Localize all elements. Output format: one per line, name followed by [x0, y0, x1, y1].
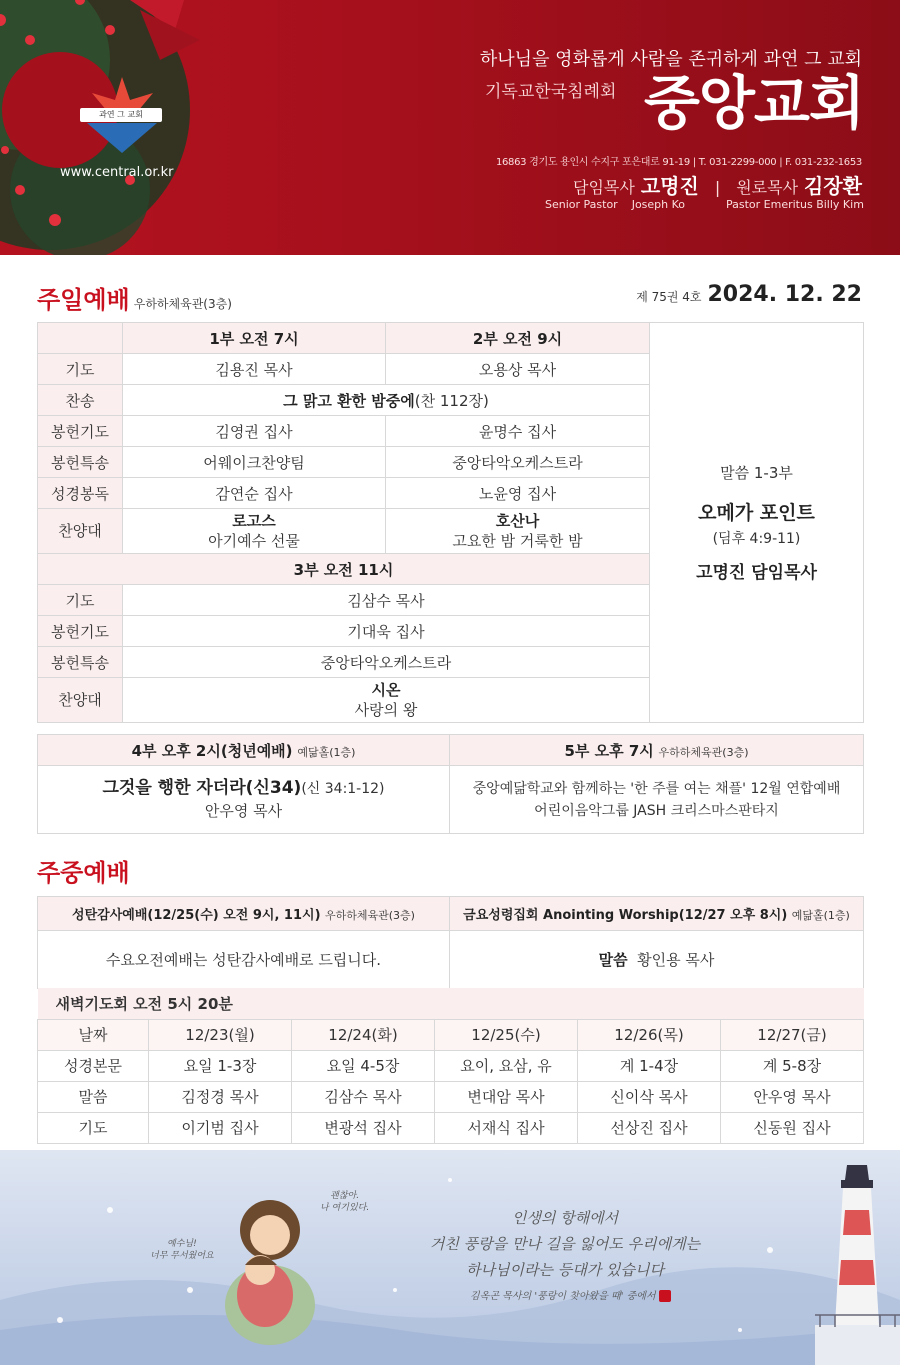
cell: 요일 4-5장 — [292, 1050, 435, 1081]
sermon-cell — [650, 323, 864, 723]
cell: 서재식 집사 — [435, 1112, 578, 1143]
emeritus-pastor-role: 원로목사 — [736, 178, 799, 197]
service-1-header: 1부 오전 7시 — [123, 323, 386, 354]
sermon-preacher: 고명진 담임목사 — [696, 562, 817, 583]
sermon-reference: (딤후 4:9-11) — [712, 530, 801, 547]
friday-service-body: 말씀 황인용 목사 — [450, 931, 864, 989]
cell: 이기범 집사 — [149, 1112, 292, 1143]
choir-2-cell: 호산나 고요한 밤 거룩한 밤 — [386, 509, 650, 554]
cell: 노윤영 집사 — [386, 478, 650, 509]
weekday-service-table — [37, 896, 864, 989]
footer-illustration — [0, 1150, 900, 1365]
row-label: 봉헌특송 — [38, 447, 123, 478]
cell: 변대암 목사 — [435, 1081, 578, 1112]
choir-3-cell: 시온 사랑의 왕 — [123, 678, 650, 723]
row-label: 찬양대 — [38, 678, 123, 723]
row-label: 기도 — [38, 1112, 149, 1143]
dawn-prayer-title: 새벽기도회 오전 5시 20분 — [38, 988, 864, 1019]
logo-text: 과연 그 교회 — [80, 108, 162, 122]
cell: 안우영 목사 — [721, 1081, 864, 1112]
cell: 계 1-4장 — [578, 1050, 721, 1081]
sermon-title: 오메가 포인트 — [698, 501, 815, 524]
denomination: 기독교한국침례회 — [485, 82, 617, 102]
cell: 선상진 집사 — [578, 1112, 721, 1143]
service-5-body: 중앙예닮학교와 함께하는 '한 주를 여는 채플' 12월 연합예배 어린이음악그룹 JASH 크리스마스판타지 — [450, 766, 864, 834]
header-cell: 12/25(수) — [435, 1019, 578, 1050]
cell: 감연순 집사 — [123, 478, 386, 509]
row-label: 말씀 — [38, 1081, 149, 1112]
service-4-body: 그것을 행한 자더라(신34)(신 34:1-12) 안우영 목사 — [38, 766, 450, 834]
service-3-header: 3부 오전 11시 — [38, 554, 650, 585]
cell: 김영권 집사 — [123, 416, 386, 447]
cell: 신이삭 목사 — [578, 1081, 721, 1112]
table-row — [38, 1050, 864, 1081]
row-label: 성경봉독 — [38, 478, 123, 509]
afternoon-service-table — [37, 734, 864, 834]
dawn-header-row — [38, 1019, 864, 1050]
cell: 중앙타악오케스트라 — [386, 447, 650, 478]
cell: 요이, 요삼, 유 — [435, 1050, 578, 1081]
service-5-header: 5부 오후 7시 우하하체육관(3층) — [450, 735, 864, 766]
sermon-label: 말씀 1-3부 — [720, 463, 793, 482]
cell: 김삼수 목사 — [292, 1081, 435, 1112]
church-header — [0, 0, 900, 255]
slogan: 하나님을 영화롭게 사람을 존귀하게 과연 그 교회 — [479, 49, 862, 70]
header-cell: 12/24(화) — [292, 1019, 435, 1050]
christmas-service-body: 수요오전예배는 성탄감사예배로 드립니다. — [38, 931, 450, 989]
cell: 윤명수 집사 — [386, 416, 650, 447]
quote-source: 김옥곤 목사의 '풍랑이 찾아왔을 때' 중에서 — [470, 1287, 671, 1302]
table-row — [38, 1081, 864, 1112]
church-name: 중앙교회 — [643, 69, 864, 137]
cell: 김용진 목사 — [123, 354, 386, 385]
sunday-service-table — [37, 322, 864, 723]
header-cell: 12/26(목) — [578, 1019, 721, 1050]
website-link[interactable]: www.central.or.kr — [60, 165, 174, 180]
sunday-worship-title: 주일예배 우하하체육관(3층) — [37, 286, 232, 314]
row-label: 기도 — [38, 585, 123, 616]
senior-pastor-role: 담임목사 — [573, 178, 635, 197]
issue-date — [636, 282, 862, 307]
header-cell: 날짜 — [38, 1019, 149, 1050]
row-label: 봉헌특송 — [38, 647, 123, 678]
header-cell: 12/27(금) — [721, 1019, 864, 1050]
cell: 어웨이크찬양팀 — [123, 447, 386, 478]
cell: 변광석 집사 — [292, 1112, 435, 1143]
issue-number: 제 75권 4호 — [636, 290, 702, 304]
row-label: 봉헌기도 — [38, 616, 123, 647]
row-label: 성경본문 — [38, 1050, 149, 1081]
cell: 기대욱 집사 — [123, 616, 650, 647]
emeritus-pastor-name: 김장환 — [804, 174, 862, 198]
bulletin-date: 2024. 12. 22 — [707, 282, 862, 307]
service-2-header: 2부 오전 9시 — [386, 323, 650, 354]
pastors-line: 담임목사 고명진 | 원로목사 김장환 — [573, 174, 862, 198]
row-label: 찬송 — [38, 385, 123, 416]
jesus-speech-bubble: 괜찮아. 나 여기있다. — [320, 1191, 370, 1213]
row-label: 봉헌기도 — [38, 416, 123, 447]
quote-text: 인생의 항해에서 거친 풍랑을 만나 길을 잃어도 우리에게는 하나님이라는 등대가 있습니다 — [429, 1209, 701, 1279]
emeritus-pastor-eng: Pastor Emeritus Billy Kim — [726, 198, 864, 211]
hymn-cell: 그 맑고 환한 밤중에(찬 112장) — [123, 385, 650, 416]
choir-1-cell: 로고스 아기예수 선물 — [123, 509, 386, 554]
cell: 김정경 목사 — [149, 1081, 292, 1112]
row-label: 기도 — [38, 354, 123, 385]
senior-pastor-name: 고명진 — [640, 174, 699, 198]
child-speech-bubble: 예수님! 너무 무서웠어요 — [150, 1239, 214, 1261]
row-label: 찬양대 — [38, 509, 123, 554]
header-cell: 12/23(월) — [149, 1019, 292, 1050]
seal-icon — [659, 1290, 671, 1302]
cell: 요일 1-3장 — [149, 1050, 292, 1081]
cell: 계 5-8장 — [721, 1050, 864, 1081]
friday-service-header: 금요성령집회 Anointing Worship(12/27 오후 8시) 예닮홀(1층) — [450, 897, 864, 931]
jesus-hugging-child-illustration — [215, 1185, 325, 1345]
church-address: 16863 경기도 용인시 수지구 포은대로 91-19 | T. 031-2299-000 | F. 031-232-1653 — [495, 157, 862, 168]
cell: 오용상 목사 — [386, 354, 650, 385]
table-row — [38, 1112, 864, 1143]
cell: 중앙타악오케스트라 — [123, 647, 650, 678]
cell: 김삼수 목사 — [123, 585, 650, 616]
service-4-header: 4부 오후 2시(청년예배) 예닮홀(1층) — [38, 735, 450, 766]
senior-pastor-eng: Senior Pastor Joseph Ko — [545, 198, 686, 211]
blank-cell — [38, 323, 123, 354]
cell: 신동원 집사 — [721, 1112, 864, 1143]
dawn-prayer-table — [37, 988, 864, 1144]
christmas-service-header: 성탄감사예배(12/25(수) 오전 9시, 11시) 우하하체육관(3층) — [38, 897, 450, 931]
weekday-worship-title: 주중예배 — [37, 859, 130, 887]
lighthouse-illustration — [815, 1155, 900, 1365]
